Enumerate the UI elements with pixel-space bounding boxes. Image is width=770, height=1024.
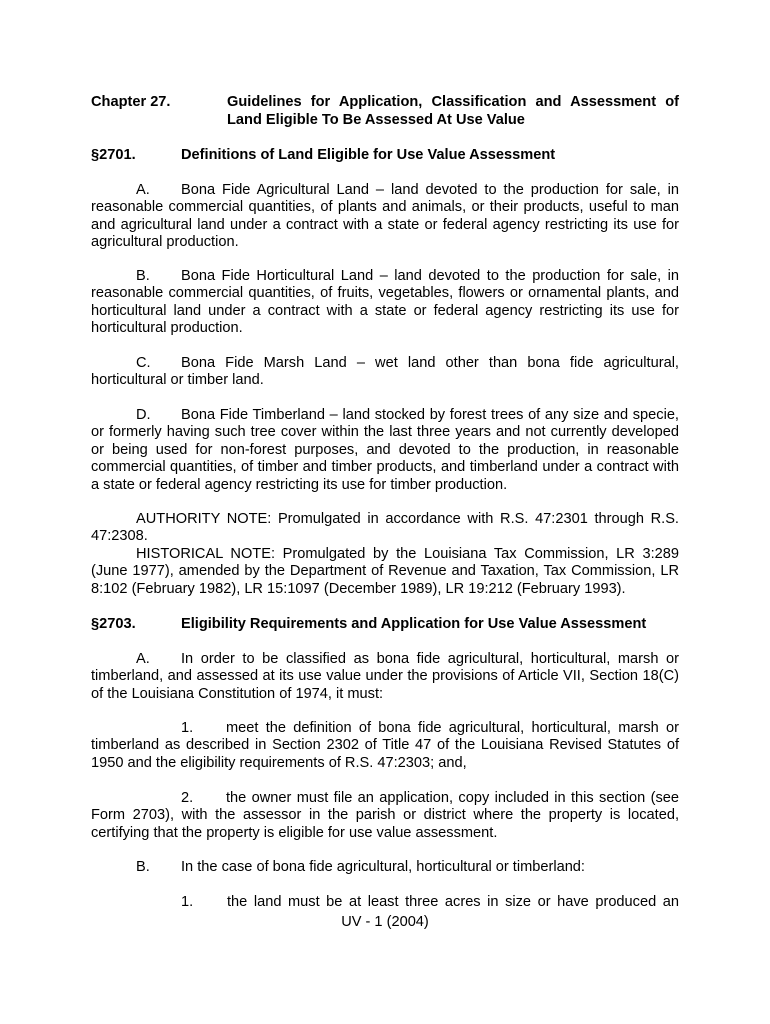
definition-d-text: Bona Fide Timberland – land stocked by forest trees of any size and specie, or formerly having such tree cover within the last three years and not currently developed or being used for non-forest purposes, and devoted to the production, in reasonable commercial quantities, of timber and timber products, and timberland under a contract with a state or federal agency restricting its use for timber production.	[91, 407, 679, 493]
requirement-b-1-label: 1.	[181, 894, 194, 910]
requirement-a-2	[91, 790, 679, 842]
requirement-a-2-text: the owner must file an application, copy included in this section (see Form 2703), with the assessor in the parish or district where the property is located, certifying that the property is eligible for use value assessment.	[91, 790, 679, 841]
historical-note: HISTORICAL NOTE: Promulgated by the Louisiana Tax Commission, LR 3:289 (June 1977), amended by the Department of Revenue and Taxation, Tax Commission, LR 8:102 (February 1982), LR 15:1097 (December 1989), LR 19:212 (February 1993).	[91, 546, 679, 597]
section-2701-number: §2701.	[91, 147, 136, 163]
definition-d	[91, 407, 679, 494]
authority-note: AUTHORITY NOTE: Promulgated in accordance with R.S. 47:2301 through R.S. 47:2308.	[91, 511, 679, 545]
chapter-number: Chapter 27.	[91, 94, 171, 110]
definition-c-label: C.	[136, 355, 151, 371]
definition-a	[91, 182, 679, 252]
section-2703-number: §2703.	[91, 616, 136, 632]
requirement-a-2-label: 2.	[181, 790, 194, 806]
section-2703-title: Eligibility Requirements and Application for Use Value Assessment	[181, 616, 647, 632]
requirement-a-text: In order to be classified as bona fide agricultural, horticultural, marsh or timberland, and assessed at its use value under the provisions of Article VII, Section 18(C) of the Louisiana Constitution of 1974, it must:	[91, 651, 679, 702]
requirement-b-label: B.	[136, 859, 150, 875]
chapter-title-line1: Guidelines for Application, Classification and Assessment of	[227, 94, 679, 110]
definition-c-text: Bona Fide Marsh Land – wet land other than bona fide agricultural, horticultural or timber land.	[91, 355, 679, 389]
requirement-a-label: A.	[136, 651, 150, 667]
definition-a-text: Bona Fide Agricultural Land – land devoted to the production for sale, in reasonable commercial quantities, of plants and animals, or their products, useful to man and agricultural land under a contract with a state or federal agency restricting its use for agricultural production.	[91, 182, 679, 251]
definition-b-text: Bona Fide Horticultural Land – land devoted to the production for sale, in reasonable commercial quantities, of fruits, vegetables, flowers or ornamental plants, and horticultural land under a contract with a state or federal agency restricting its use for horticultural production.	[91, 268, 679, 337]
requirement-b-1-text: the land must be at least three acres in size or have produced an	[227, 894, 679, 910]
definition-b	[91, 268, 679, 338]
definition-a-label: A.	[136, 182, 150, 198]
chapter-title-line2: Land Eligible To Be Assessed At Use Value	[227, 112, 525, 128]
requirement-a	[91, 651, 679, 703]
requirement-a-1	[91, 720, 679, 772]
definition-b-label: B.	[136, 268, 150, 284]
section-2701-title: Definitions of Land Eligible for Use Value Assessment	[181, 147, 556, 163]
requirement-b-text: In the case of bona fide agricultural, horticultural or timberland:	[181, 859, 585, 875]
page-footer: UV - 1 (2004)	[341, 914, 429, 930]
requirement-a-1-label: 1.	[181, 720, 194, 736]
definition-c	[91, 355, 679, 390]
definition-d-label: D.	[136, 407, 151, 423]
requirement-a-1-text: meet the definition of bona fide agricultural, horticultural, marsh or timberland as described in Section 2302 of Title 47 of the Louisiana Revised Statutes of 1950 and the eligibility requirements of R.S. 47:2303; and,	[91, 720, 679, 771]
